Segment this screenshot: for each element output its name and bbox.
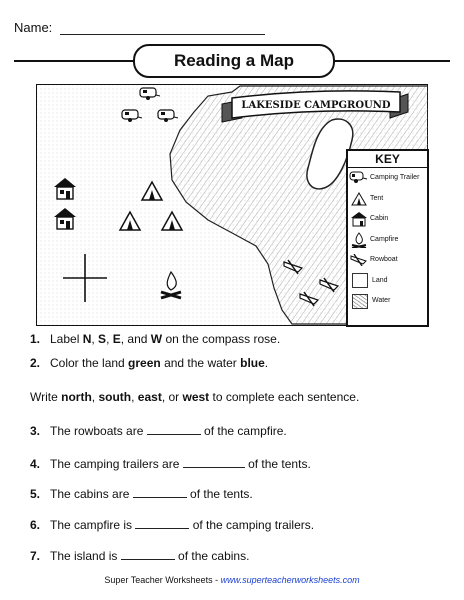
key-label: Water: [372, 297, 391, 305]
sentence-5: [30, 487, 253, 501]
word-west: west: [182, 390, 210, 404]
text: of the tents.: [186, 487, 253, 501]
rowboat-icon: [350, 254, 368, 266]
key-title: KEY: [348, 151, 427, 168]
answer-blank[interactable]: [133, 487, 187, 498]
text: Write: [30, 390, 62, 404]
campground-title: LAKESIDE CAMPGROUND: [241, 100, 391, 111]
text: ,: [91, 332, 99, 346]
name-field[interactable]: [60, 22, 265, 35]
instruction-2: [30, 356, 268, 370]
campfire-icon: [351, 232, 367, 248]
text: The cabins are: [50, 487, 133, 501]
text: The campfire is: [50, 518, 136, 532]
instruction-1: [30, 332, 280, 346]
text: Label: [50, 332, 83, 346]
item-number: 5.: [30, 487, 41, 501]
footer-brand: Super Teacher Worksheets: [104, 575, 213, 585]
text: ,: [91, 390, 99, 404]
sentence-7: [30, 549, 249, 563]
text: to complete each sentence.: [209, 390, 360, 404]
answer-blank[interactable]: [121, 549, 175, 560]
text: of the cabins.: [174, 549, 250, 563]
text: of the campfire.: [200, 424, 287, 438]
item-number: 7.: [30, 549, 41, 563]
answer-blank[interactable]: [183, 457, 245, 468]
footer: [0, 575, 464, 585]
land-swatch: [352, 273, 368, 288]
key-label: Land: [372, 276, 388, 284]
direction-s: S: [98, 332, 107, 346]
key-item-land: [348, 271, 427, 292]
key-item-water: [348, 291, 427, 312]
word-east: east: [137, 390, 162, 404]
page-title: Reading a Map: [133, 44, 335, 78]
map-key: [346, 149, 429, 327]
text: on the compass rose.: [162, 332, 281, 346]
text: , or: [161, 390, 183, 404]
key-label: Camping Trailer: [370, 174, 420, 182]
item-number: 3.: [30, 424, 41, 438]
sentence-3: [30, 424, 287, 438]
direction-w: W: [150, 332, 163, 346]
footer-separator: -: [212, 575, 221, 585]
camping-trailer-icon: [349, 171, 369, 185]
answer-blank[interactable]: [135, 518, 189, 529]
text: ,: [106, 332, 113, 346]
text: ,: [131, 390, 138, 404]
text: , and: [120, 332, 151, 346]
key-item-tent: [348, 189, 427, 210]
color-green: green: [128, 356, 161, 370]
text: of the tents.: [244, 457, 311, 471]
key-label: Rowboat: [370, 256, 398, 264]
footer-url[interactable]: www.superteacherworksheets.com: [220, 575, 360, 585]
direction-e: E: [112, 332, 121, 346]
text: of the camping trailers.: [189, 518, 315, 532]
word-south: south: [98, 390, 132, 404]
name-label: Name:: [14, 20, 53, 35]
key-label: Cabin: [370, 215, 389, 223]
key-item-cabin: [348, 209, 427, 230]
key-label: Campfire: [370, 235, 399, 243]
item-number: 4.: [30, 457, 41, 471]
text: The rowboats are: [50, 424, 147, 438]
key-item-rowboat: [348, 250, 427, 271]
word-north: north: [61, 390, 92, 404]
item-number: 2.: [30, 356, 41, 370]
cabin-icon: [351, 212, 367, 227]
name-row: [14, 20, 265, 35]
item-number: 1.: [30, 332, 41, 346]
text: The island is: [50, 549, 121, 563]
text: The camping trailers are: [50, 457, 183, 471]
sentence-4: [30, 457, 311, 471]
sentence-6: [30, 518, 314, 532]
key-item-campfire: [348, 230, 427, 251]
item-number: 6.: [30, 518, 41, 532]
answer-blank[interactable]: [147, 424, 201, 435]
text: .: [264, 356, 269, 370]
text: and the water: [160, 356, 241, 370]
water-swatch: [352, 294, 368, 309]
directions-text: [30, 390, 359, 404]
direction-n: N: [82, 332, 92, 346]
key-item-trailer: [348, 168, 427, 189]
text: Color the land: [50, 356, 129, 370]
color-blue: blue: [240, 356, 265, 370]
tent-icon: [351, 192, 367, 206]
key-label: Tent: [370, 194, 384, 202]
